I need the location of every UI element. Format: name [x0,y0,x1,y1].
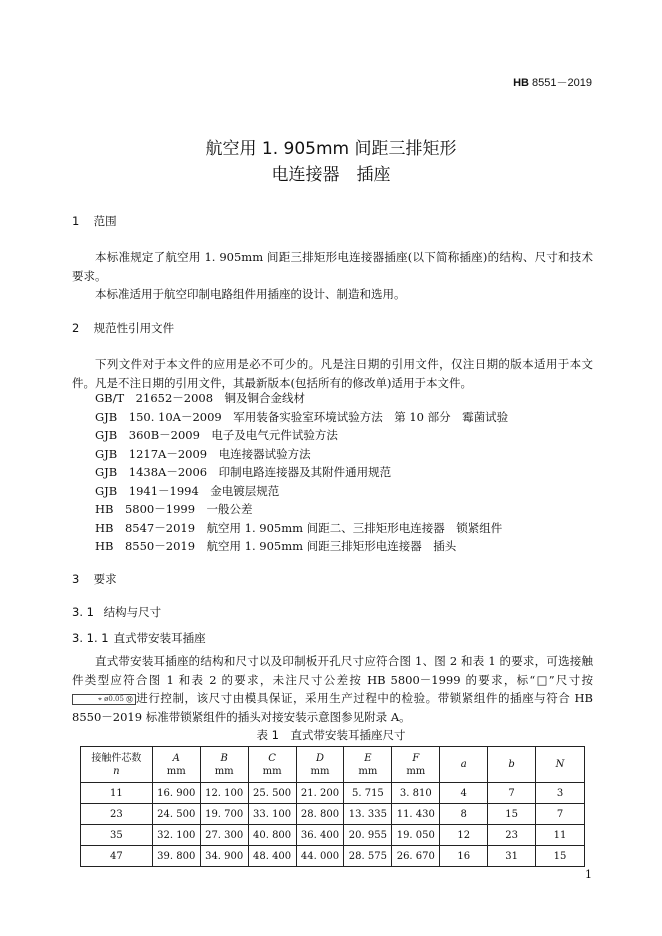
table-cell: 26. 670 [392,846,440,867]
table-header-row [81,747,585,783]
table-cell: 15 [488,804,536,825]
header-cell: F mm [392,747,440,783]
header-cell: b [488,747,536,783]
section-2-heading: 2 规范性引用文件 [72,321,175,335]
reference-item: HB 8550－2019 航空用 1. 905mm 间距三排矩形电连接器 插头 [95,539,457,553]
section-3-1-heading: 3. 1 结构与尺寸 [72,605,162,619]
reference-item: GJB 1941－1994 金电镀层规范 [95,484,280,498]
table-cell: 25. 500 [248,783,296,804]
table-cell: 35 [81,825,153,846]
table-cell: 11. 430 [392,804,440,825]
table-cell: 12 [440,825,488,846]
table-cell: 12. 100 [200,783,248,804]
table-cell: 11 [536,825,585,846]
table-cell: 4 [440,783,488,804]
document-title-line1: 航空用 1. 905mm 间距三排矩形 [205,139,457,159]
reference-item: GJB 360B－2009 电子及电气元件试验方法 [95,428,338,442]
table-cell: 8 [440,804,488,825]
table-cell: 28. 575 [344,846,392,867]
section-1-paragraph-1: 本标准规定了航空用 1. 905mm 间距三排矩形电连接器插座(以下简称插座)的结构、尺寸和技术要求。 [72,250,593,283]
header-cell: E mm [344,747,392,783]
table-row [81,825,585,846]
table-row [81,846,585,867]
dimensions-table [80,746,585,867]
table-cell: 33. 100 [248,804,296,825]
table-cell: 3 [536,783,585,804]
table-cell: 13. 335 [344,804,392,825]
table-caption: 表 1 直式带安装耳插座尺寸 [256,728,406,742]
table-cell: 16 [440,846,488,867]
table-cell: 31 [488,846,536,867]
table-cell: 7 [488,783,536,804]
section-3-1-1-heading: 3. 1. 1 直式带安装耳插座 [72,631,206,645]
table-cell: 20. 955 [344,825,392,846]
position-tolerance-frame: ⌖ ø0.05 Ⓜ [72,694,136,705]
header-cell: 接触件芯数 n [81,747,153,783]
table-cell: 48. 400 [248,846,296,867]
table-cell: 21. 200 [296,783,344,804]
table-cell: 19. 050 [392,825,440,846]
page-number: 1 [585,868,592,881]
header-cell: a [440,747,488,783]
table-cell: 34. 900 [200,846,248,867]
table-row [81,804,585,825]
table-cell: 23 [81,804,153,825]
header-cell: A mm [152,747,200,783]
reference-item: HB 5800－1999 一般公差 [95,502,253,516]
header-cell: C mm [248,747,296,783]
table-cell: 24. 500 [152,804,200,825]
table-cell: 5. 715 [344,783,392,804]
standard-number: HB 8551－2019 [513,77,592,89]
table-cell: 15 [536,846,585,867]
table-cell: 47 [81,846,153,867]
header-cell: N [536,747,585,783]
table-cell: 19. 700 [200,804,248,825]
table-cell: 28. 800 [296,804,344,825]
document-title-line2: 电连接器 插座 [271,165,391,185]
table-cell: 11 [81,783,153,804]
reference-item: GJB 1217A－2009 电连接器试验方法 [95,447,311,461]
section-3-1-1-paragraph: 直式带安装耳插座的结构和尺寸以及印制板开孔尺寸应符合图 1、图 2 和表 1 的要求，可选接触件类型应符合图 1 和表 2 的要求，未注尺寸公差按 HB 5800－1999 的要求，标“□”尺寸按⌖ ø0.05 Ⓜ 进行控制，该尺寸由模具保证，采用生产过程中的检验。带锁紧组件的插座与符合 HB 8550－2019 标准带锁紧组件的插头对接安装示意图参见附录 A。 [72,654,593,724]
table-cell: 32. 100 [152,825,200,846]
reference-item: GB/T 21652－2008 铜及铜合金线材 [95,391,306,405]
table-cell: 23 [488,825,536,846]
table-cell: 27. 300 [200,825,248,846]
table-cell: 36. 400 [296,825,344,846]
section-1-heading: 1 范围 [72,214,117,228]
table-cell: 40. 800 [248,825,296,846]
table-cell: 7 [536,804,585,825]
section-1-paragraph-2: 本标准适用于航空印制电路组件用插座的设计、制造和选用。 [95,287,406,301]
reference-item: HB 8547－2019 航空用 1. 905mm 间距二、三排矩形电连接器 锁紧组件 [95,521,503,535]
table-cell: 39. 800 [152,846,200,867]
table-cell: 44. 000 [296,846,344,867]
section-2-paragraph-1: 下列文件对于本文件的应用是必不可少的。凡是注日期的引用文件，仅注日期的版本适用于本文件。凡是不注日期的引用文件，其最新版本(包括所有的修改单)适用于本文件。 [72,357,593,390]
header-cell: D mm [296,747,344,783]
reference-item: GJB 150. 10A－2009 军用装备实验室环境试验方法 第 10 部分 霉菌试验 [95,410,509,424]
header-cell: B mm [200,747,248,783]
table-row [81,783,585,804]
reference-item: GJB 1438A－2006 印制电路连接器及其附件通用规范 [95,465,392,479]
table-cell: 16. 900 [152,783,200,804]
section-3-heading: 3 要求 [72,572,117,586]
table-cell: 3. 810 [392,783,440,804]
